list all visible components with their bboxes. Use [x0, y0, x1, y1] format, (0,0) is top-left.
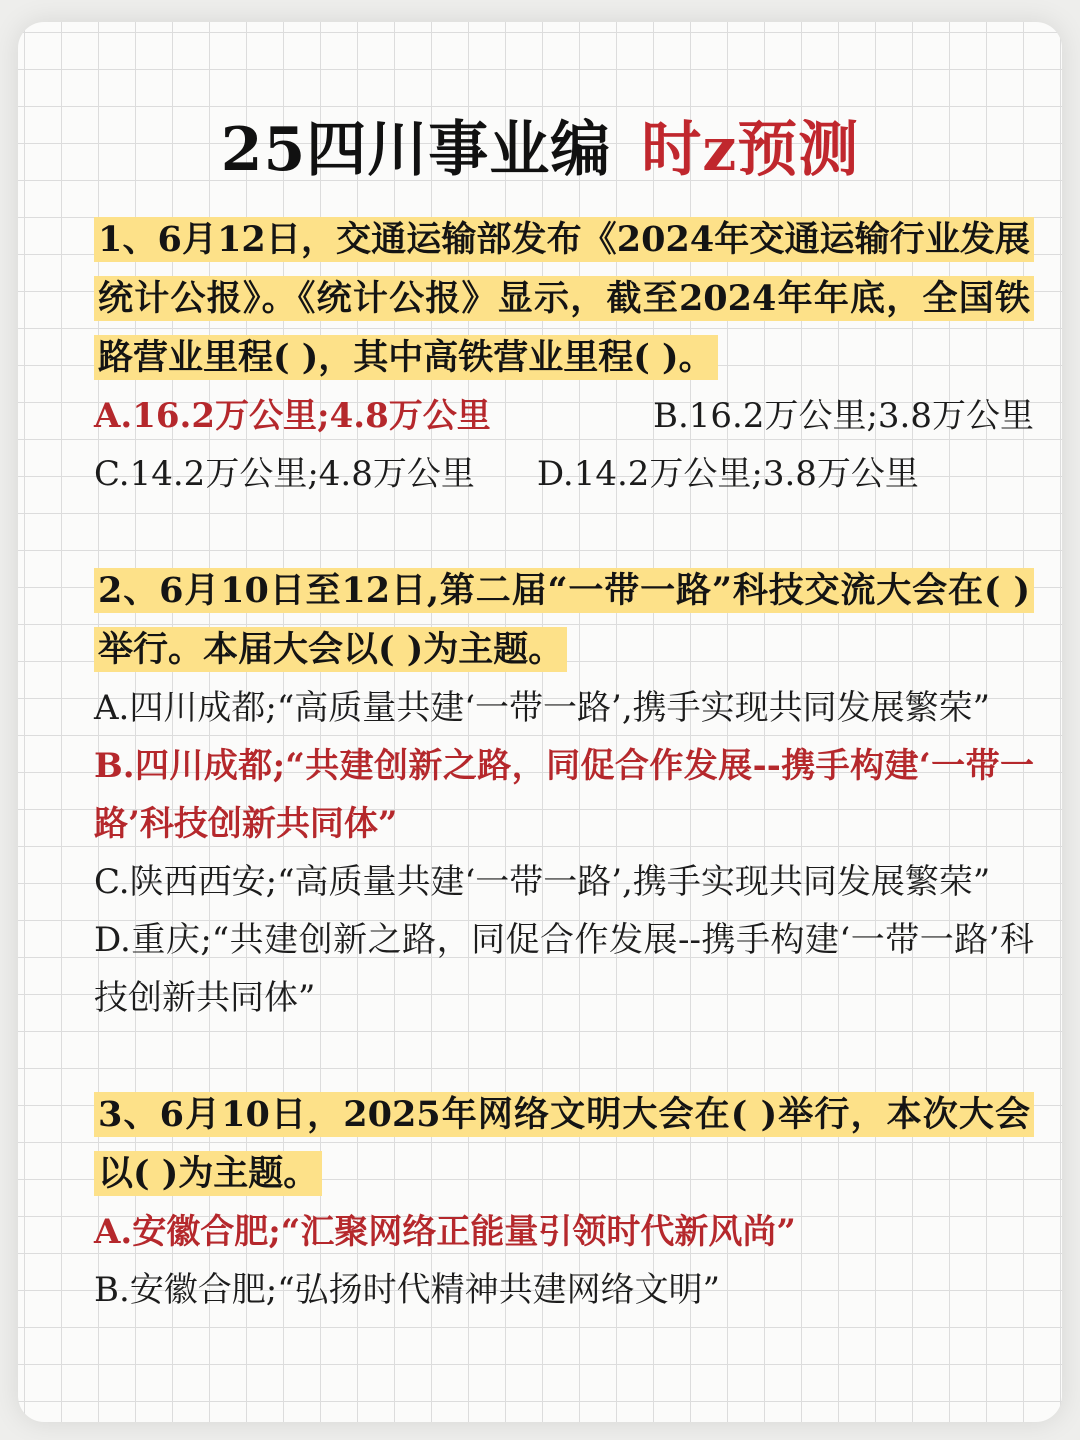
- question-1-options-row-2: [94, 445, 1034, 503]
- question-3-stem-text: 3、6月10日，2025年网络文明大会在( )举行，本次大会以( )为主题。: [94, 1092, 1034, 1196]
- question-2-option-b: B.四川成都;“共建创新之路，同促合作发展--携手构建‘一带一路’科技创新共同体”: [94, 746, 1034, 844]
- spacer: [94, 503, 1034, 561]
- question-2-stem: [94, 561, 1034, 679]
- question-3: [94, 1085, 1034, 1319]
- spacer: [94, 1027, 1034, 1085]
- question-1-stem-text: 1、6月12日，交通运输部发布《2024年交通运输行业发展统计公报》。《统计公报》显示，截至2024年年底，全国铁路营业里程( )，其中高铁营业里程( )。: [94, 217, 1034, 380]
- question-3-option-a: A.安徽合肥;“汇聚网络正能量引领时代新风尚”: [94, 1212, 796, 1252]
- question-1-option-d: D.14.2万公里;3.8万公里: [536, 454, 919, 494]
- question-2-option-c: C.陕西西安;“高质量共建‘一带一路’,携手实现共同发展繁荣”: [94, 862, 991, 902]
- question-1-stem: [94, 210, 1034, 387]
- grid-paper: [18, 22, 1062, 1422]
- question-1-options-row-1: [94, 387, 1034, 445]
- question-2: [94, 561, 1034, 1027]
- question-3-option-b: B.安徽合肥;“弘扬时代精神共建网络文明”: [94, 1270, 721, 1310]
- question-2-option-d: D.重庆;“共建创新之路，同促合作发展--携手构建‘一带一路’科技创新共同体”: [94, 920, 1034, 1018]
- question-1-option-b: B.16.2万公里;3.8万公里: [652, 396, 1034, 436]
- title-accent: 时z预测: [641, 115, 860, 185]
- question-2-stem-text: 2、6月10日至12日,第二届“一带一路”科技交流大会在( )举行。本届大会以( )为主题。: [94, 568, 1034, 672]
- question-3-stem: [94, 1085, 1034, 1203]
- question-1-option-a: A.16.2万公里;4.8万公里: [94, 396, 491, 436]
- question-1-option-c: C.14.2万公里;4.8万公里: [94, 454, 475, 494]
- question-list: [94, 210, 1034, 1319]
- page-title: [18, 110, 1062, 190]
- question-2-option-a: A.四川成都;“高质量共建‘一带一路’,携手实现共同发展繁荣”: [94, 688, 991, 728]
- title-main: 25四川事业编: [220, 115, 612, 185]
- question-1: [94, 210, 1034, 503]
